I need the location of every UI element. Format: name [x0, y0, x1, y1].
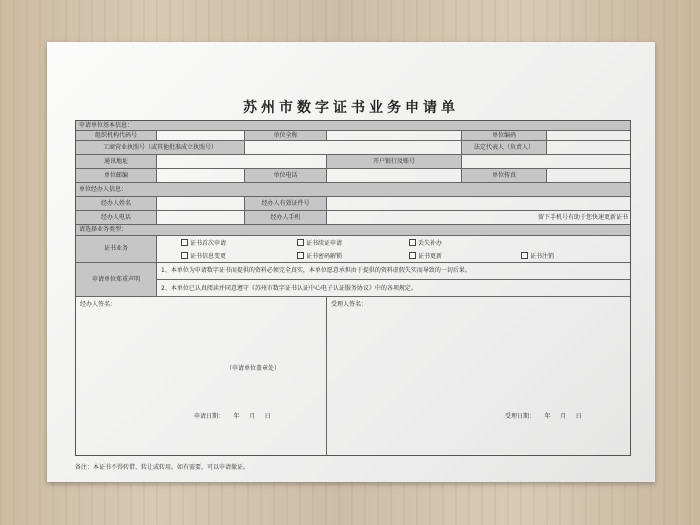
postcode-label: 单位邮编: [103, 171, 128, 179]
row-postcode: [76, 169, 630, 183]
option-first-apply-label: 证书首次申请: [190, 240, 227, 247]
apply-date: 申请日期： 年 月 日: [194, 413, 271, 420]
legal-rep-label: 法定代表人（负责人）: [473, 143, 534, 151]
declaration-text-cell: [156, 263, 631, 296]
bank-field[interactable]: [461, 155, 631, 168]
mobile-note: 留下手机号有助于您快速更新证书: [537, 213, 628, 221]
unit-phone-label-cell: [244, 169, 326, 182]
business-license-label-cell: [76, 141, 244, 154]
row-org-code: [76, 131, 630, 141]
agent-name-label-cell: [76, 197, 156, 210]
agent-mobile-label: 经办人手机: [270, 213, 301, 221]
unit-phone-field[interactable]: [326, 169, 461, 182]
agent-id-label-cell: [244, 197, 326, 210]
option-info-change-label: 证书信息变更: [190, 253, 227, 260]
checkbox-icon: [297, 239, 304, 246]
agent-id-field[interactable]: [326, 197, 631, 210]
business-label-cell: [76, 236, 156, 262]
option-unlock[interactable]: [297, 252, 342, 260]
agent-id-label: 经办人有效证件号: [261, 199, 310, 207]
option-unlock-label: 证书密码解锁: [306, 253, 343, 260]
row-address: [76, 155, 630, 169]
business-label: 证书业务: [103, 245, 128, 252]
address-field[interactable]: [156, 155, 326, 168]
agent-name-field[interactable]: [156, 197, 244, 210]
option-revoke-label: 证书注销: [530, 253, 555, 260]
option-lost-replace-label: 丢失补办: [418, 240, 443, 247]
row-business-options: [76, 236, 630, 263]
application-form-sheet: [47, 42, 655, 482]
postcode-label-cell: [76, 169, 156, 182]
section-header-agent: [76, 183, 630, 197]
unit-code-label-cell: [461, 131, 546, 140]
fax-label: 单位传真: [491, 171, 516, 179]
postcode-field[interactable]: [156, 169, 244, 182]
row-agent-phone: [76, 211, 630, 225]
option-update-label: 证书更新: [418, 253, 443, 260]
checkbox-icon: [409, 252, 416, 259]
checkbox-icon: [521, 252, 528, 259]
declaration-line-1: [157, 263, 631, 280]
checkbox-icon: [181, 239, 188, 246]
agent-phone-label: 经办人电话: [100, 213, 131, 221]
row-business-license: [76, 141, 630, 155]
org-code-field[interactable]: [156, 131, 244, 140]
org-code-label: 组织机构代码号: [94, 131, 137, 139]
seal-note: （申请单位盖章处）: [226, 365, 281, 372]
unit-name-label: 单位全称: [273, 131, 298, 139]
agent-mobile-label-cell: [244, 211, 326, 224]
option-update[interactable]: [409, 252, 442, 260]
org-code-label-cell: [76, 131, 156, 140]
declaration-item-1: 1、本单位为申请数字证书而提供的资料必须完全真实，本单位愿意承担由于提供的资料虚假失实而导致的一切后果。: [161, 267, 471, 274]
declaration-item-2: 2、本单位已认真阅读并同意遵守《苏州市数字证书认证中心电子认证服务协议》中的各项规定。: [161, 284, 417, 292]
fax-field[interactable]: [546, 169, 631, 182]
agent-signature-area[interactable]: [76, 297, 326, 456]
row-declaration: [76, 263, 630, 297]
section-label-business: 请选择业务类型：: [79, 226, 128, 233]
section-label-applicant: 申请单位基本信息：: [79, 121, 134, 129]
unit-name-field[interactable]: [326, 131, 461, 140]
unit-code-field[interactable]: [546, 131, 631, 140]
option-first-apply[interactable]: [181, 239, 226, 247]
business-options-cell: [156, 236, 631, 262]
agent-phone-label-cell: [76, 211, 156, 224]
fax-label-cell: [461, 169, 546, 182]
section-header-business: [76, 225, 630, 236]
unit-phone-label: 单位电话: [273, 171, 298, 179]
acceptor-sign-label: 受理人签名：: [331, 301, 368, 308]
bank-label: 开户银行及账号: [372, 157, 415, 165]
legal-rep-field[interactable]: [546, 141, 631, 154]
address-label-cell: [76, 155, 156, 168]
agent-mobile-field[interactable]: [326, 211, 631, 224]
checkbox-icon: [409, 239, 416, 246]
option-renew-label: 证书续证申请: [306, 240, 343, 247]
unit-name-label-cell: [244, 131, 326, 140]
legal-rep-label-cell: [461, 141, 546, 154]
business-license-label: 工商营业执照号（或其他批准成立执照号）: [102, 143, 217, 151]
unit-code-label: 单位编码: [491, 131, 516, 139]
option-revoke[interactable]: [521, 252, 554, 260]
declaration-label: 申请单位郑重声明: [91, 275, 140, 283]
bank-label-cell: [326, 155, 461, 168]
agent-phone-field[interactable]: [156, 211, 244, 224]
declaration-line-2: [157, 280, 631, 297]
checkbox-icon: [181, 252, 188, 259]
agent-name-label: 经办人姓名: [100, 199, 131, 207]
checkbox-icon: [297, 252, 304, 259]
agent-sign-label: 经办人签名：: [80, 301, 117, 308]
business-license-field[interactable]: [244, 141, 461, 154]
option-renew[interactable]: [297, 239, 342, 247]
form-title: 苏州市数字证书业务申请单: [243, 100, 459, 116]
address-label: 通讯地址: [103, 157, 128, 165]
accept-date: 受理日期： 年 月 日: [505, 413, 582, 420]
declaration-label-cell: [76, 263, 156, 296]
form-table: [75, 120, 631, 456]
row-agent-name: [76, 197, 630, 211]
section-header-applicant: [76, 121, 630, 131]
acceptor-signature-area[interactable]: [326, 297, 631, 456]
section-label-agent: 单位经办人信息：: [79, 185, 128, 193]
option-lost-replace[interactable]: [409, 239, 442, 247]
option-info-change[interactable]: [181, 252, 226, 260]
form-note: 备注：本证书不得转借、转让或转用。如有需要，可以申请撤证。: [75, 464, 250, 471]
